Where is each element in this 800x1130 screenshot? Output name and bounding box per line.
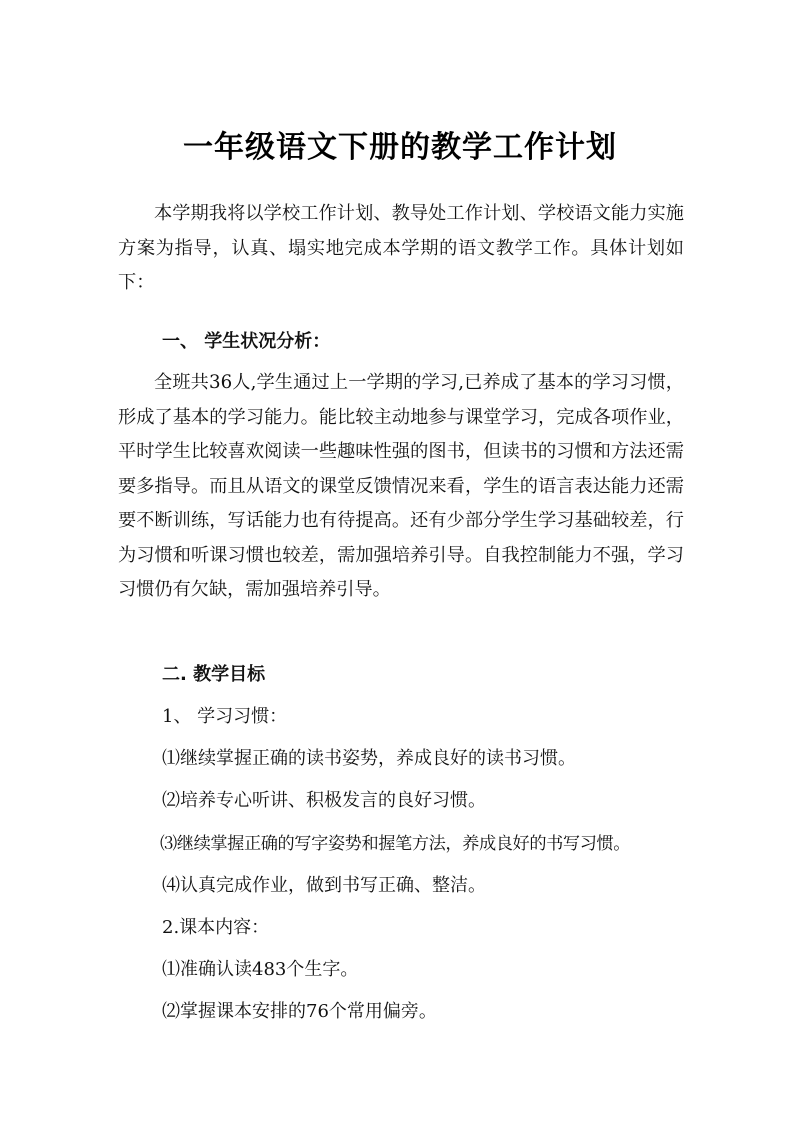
list-item: ⑴继续掌握正确的读书姿势，养成良好的读书习惯。 [162, 748, 576, 769]
list-item: ⑴准确认读483个生字。 [162, 959, 359, 980]
section-1-heading: 一、 学生状况分析： [162, 331, 331, 352]
list-item: ⑵培养专心听讲、积极发言的良好习惯。 [162, 790, 486, 811]
document-title: 一年级语文下册的教学工作计划 [183, 130, 617, 165]
section-1-paragraph: 全班共36人,学生通过上一学期的学习,已养成了基本的学习习惯，形成了基本的学习能力。能比较主动地参与课堂学习，完成各项作业，平时学生比较喜欢阅读一些趣味性强的图书，但读书的习惯和方法还需要多指导。而且从语文的课堂反馈情况来看，学生的语言表达能力还需要不断训练，写话能力也有待提高。还有少部分学生学习基础较差，行为习惯和听课习惯也较差，需加强培养引导。自我控制能力不强，学习习惯仍有欠缺，需加强培养引导。 [118, 372, 684, 600]
list-item: ⑶继续掌握正确的写字姿势和握笔方法，养成良好的书写习惯。 [160, 834, 631, 854]
section-2-heading: 二. 教学目标 [162, 664, 266, 685]
list-item: ⑷认真完成作业，做到书写正确、整洁。 [162, 875, 486, 896]
subsection-2-title: 2.课本内容： [162, 917, 270, 938]
subsection-1-title: 1、 学习习惯： [162, 706, 288, 727]
intro-paragraph: 本学期我将以学校工作计划、教导处工作计划、学校语文能力实施方案为指导，认真、塌实地完成本学期的语文教学工作。具体计划如下： [118, 203, 684, 293]
list-item: ⑵掌握课本安排的76个常用偏旁。 [162, 1001, 437, 1022]
